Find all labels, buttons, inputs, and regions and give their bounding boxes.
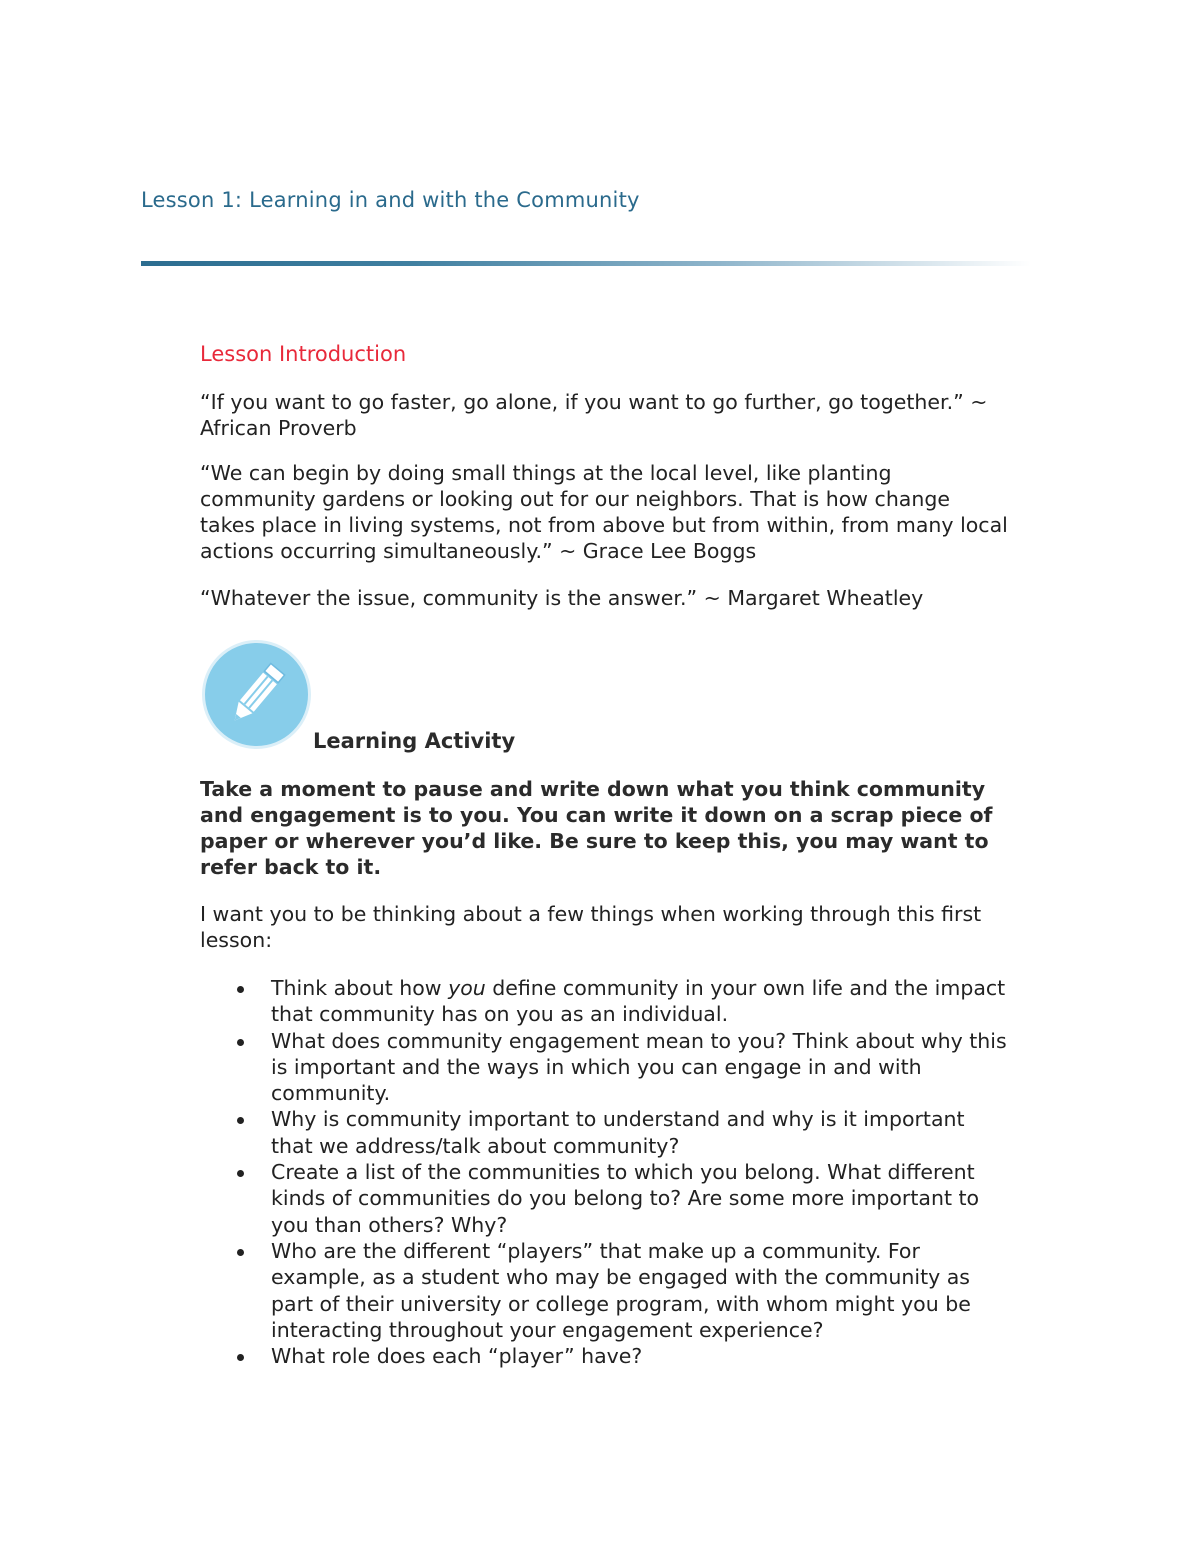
section-heading: Lesson Introduction	[200, 342, 407, 366]
quote-african-proverb: “If you want to go faster, go alone, if you want to go further, go together.” ~ African Proverb	[200, 390, 988, 440]
list-item: What does community engagement mean to you? Think about why this is important and the ways in which you can engage in and with community.	[200, 1028, 1012, 1107]
lesson-title: Lesson 1: Learning in and with the Community	[141, 188, 640, 212]
list-item: What role does each “player” have?	[200, 1343, 1012, 1369]
quote-grace-lee-boggs: “We can begin by doing small things at the local level, like planting community gardens or looking out for our neighbors. That is how change takes place in living systems, not from above but from within, from many local actions occurring simultaneously.” ~ Grace Lee Boggs	[200, 461, 1008, 563]
title-divider	[141, 261, 1031, 266]
activity-instructions: Take a moment to pause and write down what you think community and engagement is to you. You can write it down on a scrap piece of paper or wherever you’d like. Be sure to keep this, you may want to refer back to it.	[200, 777, 993, 879]
learning-activity-label: Learning Activity	[313, 729, 516, 753]
pencil-icon	[201, 639, 312, 750]
list-item: Who are the different “players” that make up a community. For example, as a student who may be engaged with the community as part of their university or college program, with whom might you be interacting throughout your engagement experience?	[200, 1238, 1012, 1343]
list-item: Why is community important to understand and why is it important that we address/talk about community?	[200, 1106, 1012, 1159]
quote-margaret-wheatley: “Whatever the issue, community is the answer.” ~ Margaret Wheatley	[200, 586, 924, 610]
list-item: Think about how you define community in your own life and the impact that community has on you as an individual.	[200, 975, 1012, 1028]
activity-intro: I want you to be thinking about a few things when working through this first lesson:	[200, 902, 982, 952]
list-item: Create a list of the communities to which you belong. What different kinds of communities do you belong to? Are some more important to you than others? Why?	[200, 1159, 1012, 1238]
reflection-list	[200, 975, 1012, 1369]
